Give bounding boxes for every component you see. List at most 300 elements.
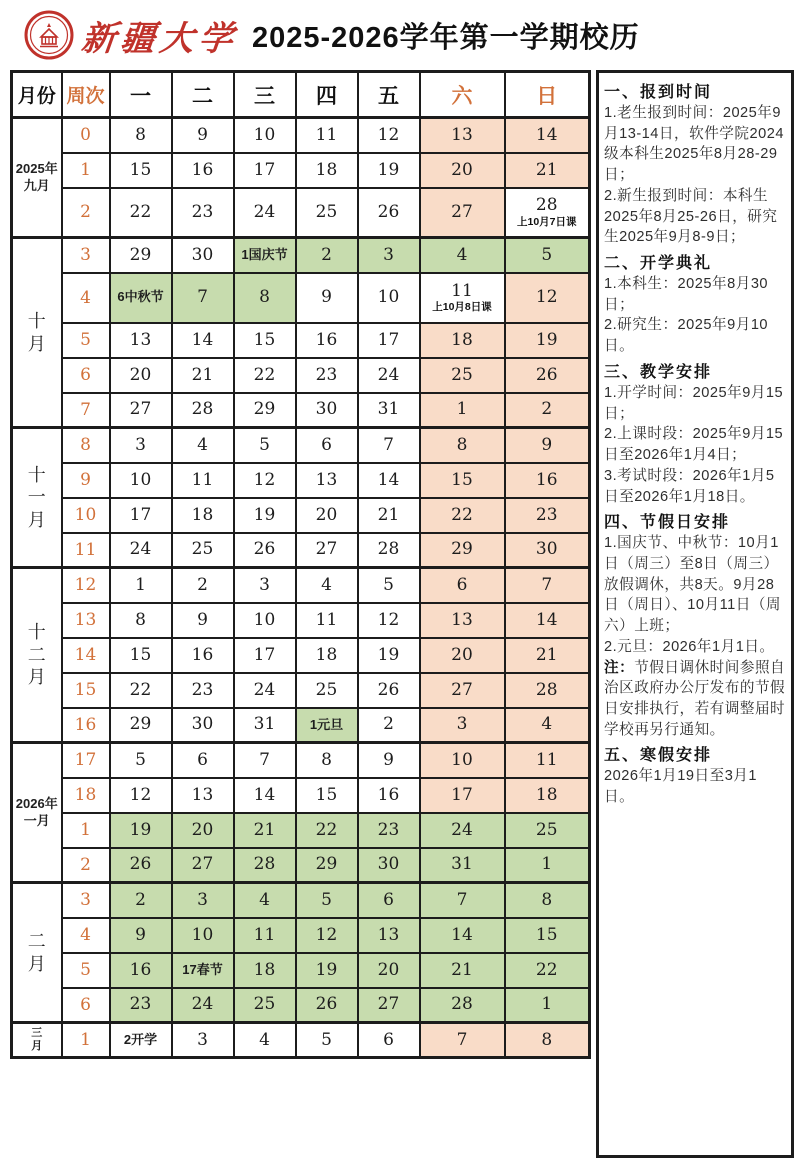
calendar-cell bbox=[296, 1023, 358, 1058]
calendar-cell bbox=[296, 463, 358, 498]
calendar-cell bbox=[358, 568, 420, 603]
date-number: 2 bbox=[541, 399, 553, 420]
week-number-cell: 15 bbox=[62, 673, 110, 708]
university-seal-icon bbox=[24, 10, 74, 60]
calendar-cell bbox=[505, 778, 590, 813]
calendar-cell bbox=[234, 188, 296, 238]
calendar-cell bbox=[505, 463, 590, 498]
calendar-cell bbox=[420, 358, 505, 393]
calendar-cell bbox=[172, 238, 234, 273]
calendar-cell bbox=[234, 238, 296, 273]
day-header: 日 bbox=[505, 72, 590, 118]
date-number: 13 bbox=[129, 329, 152, 350]
week-column-header: 周次 bbox=[62, 72, 110, 118]
date-number: 30 bbox=[191, 244, 214, 265]
week-number-cell: 6 bbox=[62, 358, 110, 393]
date-number: 4 bbox=[456, 244, 468, 265]
calendar-cell bbox=[234, 918, 296, 953]
week-number-cell: 1 bbox=[62, 813, 110, 848]
calendar-cell bbox=[358, 603, 420, 638]
note-heading: 二、开学典礼 bbox=[604, 255, 713, 273]
calendar-cell bbox=[234, 1023, 296, 1058]
note-heading: 五、寒假安排 bbox=[604, 747, 713, 765]
calendar-cell bbox=[296, 778, 358, 813]
calendar-cell bbox=[172, 848, 234, 883]
date-number: 6 bbox=[456, 574, 468, 595]
calendar-cell bbox=[110, 428, 172, 463]
date-number: 18 bbox=[535, 784, 558, 805]
calendar-cell bbox=[110, 273, 172, 323]
date-number: 22 bbox=[129, 679, 152, 700]
date-number: 20 bbox=[315, 504, 338, 525]
day-header: 六 bbox=[420, 72, 505, 118]
day-header: 三 bbox=[234, 72, 296, 118]
calendar-cell bbox=[296, 568, 358, 603]
calendar-cell bbox=[172, 778, 234, 813]
date-number: 4 bbox=[321, 574, 332, 595]
date-number: 4 bbox=[259, 889, 270, 910]
date-number: 5 bbox=[321, 889, 332, 910]
calendar-cell bbox=[110, 463, 172, 498]
calendar-cell bbox=[358, 778, 420, 813]
date-number: 24 bbox=[451, 819, 473, 840]
holiday-label: 6中秋节 bbox=[117, 289, 164, 305]
date-number: 4 bbox=[197, 434, 208, 455]
date-number: 11 bbox=[451, 280, 473, 301]
date-number: 11 bbox=[253, 924, 276, 945]
date-number: 6 bbox=[383, 1029, 394, 1050]
calendar-cell bbox=[420, 918, 505, 953]
calendar-cell bbox=[420, 953, 505, 988]
date-number: 16 bbox=[191, 159, 214, 180]
date-number: 29 bbox=[451, 539, 473, 560]
calendar-cell bbox=[505, 813, 590, 848]
date-number: 27 bbox=[451, 201, 473, 222]
date-number: 21 bbox=[535, 644, 558, 665]
calendar-cell bbox=[505, 323, 590, 358]
calendar-cell bbox=[358, 188, 420, 238]
calendar-cell bbox=[172, 813, 234, 848]
date-number: 26 bbox=[315, 994, 338, 1015]
week-number-cell: 0 bbox=[62, 118, 110, 153]
week-number-cell: 4 bbox=[62, 273, 110, 323]
note-heading: 三、教学安排 bbox=[604, 363, 713, 381]
calendar-cell bbox=[505, 118, 590, 153]
date-number: 13 bbox=[315, 469, 338, 490]
calendar-cell bbox=[358, 988, 420, 1023]
week-number-cell: 1 bbox=[62, 1023, 110, 1058]
calendar-cell bbox=[420, 118, 505, 153]
date-number: 19 bbox=[253, 504, 276, 525]
calendar-cell bbox=[234, 603, 296, 638]
date-number: 17 bbox=[253, 644, 276, 665]
calendar-cell bbox=[358, 673, 420, 708]
page-header bbox=[0, 0, 800, 70]
calendar-cell bbox=[234, 813, 296, 848]
date-number: 11 bbox=[315, 124, 338, 145]
date-number: 23 bbox=[377, 819, 400, 840]
date-number: 22 bbox=[129, 201, 152, 222]
date-number: 30 bbox=[535, 539, 558, 560]
date-number: 12 bbox=[377, 124, 400, 145]
calendar-cell bbox=[296, 188, 358, 238]
date-number: 9 bbox=[541, 434, 553, 455]
date-number: 9 bbox=[197, 609, 208, 630]
date-number: 26 bbox=[129, 854, 152, 875]
calendar-cell bbox=[234, 323, 296, 358]
calendar-cell bbox=[296, 533, 358, 568]
calendar-cell bbox=[110, 568, 172, 603]
holiday-label: 17春节 bbox=[182, 961, 223, 977]
date-number: 10 bbox=[451, 749, 473, 770]
date-number: 21 bbox=[253, 819, 276, 840]
date-number: 14 bbox=[451, 924, 473, 945]
calendar-cell bbox=[296, 393, 358, 428]
calendar-cell bbox=[296, 358, 358, 393]
date-number: 14 bbox=[253, 784, 276, 805]
calendar-cell bbox=[234, 358, 296, 393]
date-number: 10 bbox=[129, 469, 152, 490]
date-number: 7 bbox=[456, 1029, 468, 1050]
calendar-cell bbox=[358, 428, 420, 463]
calendar-cell bbox=[234, 463, 296, 498]
note-line: 1.国庆节、中秋节：10月1日（周三）至8日（周三）放假调休，共8天。9月28日（周日）、10月11日（周六）上班； bbox=[604, 535, 782, 635]
calendar-cell bbox=[110, 498, 172, 533]
note-line: 注：节假日调休时间参照自治区政府办公厅发布的节假日安排执行，若有调整届时学校再另行通知。 bbox=[604, 659, 786, 738]
makeup-class-note: 上10月7日课 bbox=[516, 216, 577, 229]
week-number-cell: 1 bbox=[62, 153, 110, 188]
date-number: 12 bbox=[129, 784, 152, 805]
week-number-cell: 18 bbox=[62, 778, 110, 813]
date-number: 9 bbox=[197, 124, 208, 145]
calendar-cell bbox=[296, 273, 358, 323]
date-number: 20 bbox=[129, 364, 152, 385]
calendar-cell bbox=[296, 673, 358, 708]
date-number: 27 bbox=[191, 854, 214, 875]
date-number: 28 bbox=[191, 399, 214, 420]
date-number: 15 bbox=[253, 329, 276, 350]
calendar-cell bbox=[296, 603, 358, 638]
date-number: 15 bbox=[451, 469, 473, 490]
date-number: 26 bbox=[253, 539, 276, 560]
date-number: 8 bbox=[321, 749, 332, 770]
date-number: 10 bbox=[377, 287, 400, 308]
date-number: 3 bbox=[197, 1029, 208, 1050]
date-number: 10 bbox=[191, 924, 214, 945]
date-number: 13 bbox=[377, 924, 400, 945]
date-number: 16 bbox=[535, 469, 558, 490]
date-number: 23 bbox=[315, 364, 338, 385]
calendar-cell bbox=[172, 953, 234, 988]
date-number: 2 bbox=[197, 574, 208, 595]
date-number: 8 bbox=[456, 434, 468, 455]
date-number: 11 bbox=[315, 609, 338, 630]
month-label-cell: 十 二 月 bbox=[12, 568, 62, 743]
calendar-cell bbox=[505, 358, 590, 393]
day-header: 一 bbox=[110, 72, 172, 118]
calendar-cell bbox=[358, 848, 420, 883]
calendar-cell bbox=[296, 428, 358, 463]
calendar-cell bbox=[110, 988, 172, 1023]
calendar-cell bbox=[110, 638, 172, 673]
calendar-cell bbox=[420, 1023, 505, 1058]
date-number: 16 bbox=[191, 644, 214, 665]
calendar-cell bbox=[110, 358, 172, 393]
calendar-cell bbox=[296, 238, 358, 273]
calendar-cell bbox=[296, 743, 358, 778]
calendar-cell bbox=[420, 743, 505, 778]
note-line: 2.新生报到时间：本科生2025年8月25-26日，研究生2025年9月8-9日； bbox=[604, 187, 778, 246]
date-number: 17 bbox=[451, 784, 473, 805]
calendar-cell bbox=[296, 118, 358, 153]
holiday-label: 1元旦 bbox=[309, 716, 344, 732]
date-number: 8 bbox=[135, 609, 146, 630]
calendar-cell bbox=[505, 533, 590, 568]
calendar-cell bbox=[172, 463, 234, 498]
date-number: 18 bbox=[315, 159, 338, 180]
calendar-cell bbox=[234, 393, 296, 428]
date-number: 16 bbox=[129, 959, 152, 980]
calendar-cell bbox=[172, 273, 234, 323]
date-number: 18 bbox=[253, 959, 276, 980]
calendar-cell bbox=[110, 238, 172, 273]
date-number: 3 bbox=[259, 574, 270, 595]
date-number: 25 bbox=[191, 539, 214, 560]
date-number: 20 bbox=[191, 819, 214, 840]
date-number: 14 bbox=[535, 609, 558, 630]
date-number: 5 bbox=[259, 434, 270, 455]
date-number: 14 bbox=[535, 124, 558, 145]
date-number: 8 bbox=[541, 1029, 553, 1050]
calendar-cell bbox=[172, 918, 234, 953]
date-number: 29 bbox=[129, 714, 152, 735]
holiday-label: 1国庆节 bbox=[241, 247, 288, 263]
calendar-cell bbox=[420, 848, 505, 883]
date-number: 25 bbox=[315, 201, 338, 222]
date-number: 23 bbox=[129, 994, 152, 1015]
calendar-cell bbox=[420, 988, 505, 1023]
calendar-cell bbox=[110, 813, 172, 848]
week-number-cell: 4 bbox=[62, 918, 110, 953]
date-number: 18 bbox=[315, 644, 338, 665]
date-number: 19 bbox=[129, 819, 152, 840]
calendar-cell bbox=[110, 673, 172, 708]
date-number: 11 bbox=[191, 469, 214, 490]
calendar-cell bbox=[234, 953, 296, 988]
date-number: 13 bbox=[451, 609, 473, 630]
date-number: 20 bbox=[451, 159, 473, 180]
date-number: 24 bbox=[377, 364, 400, 385]
calendar-cell bbox=[358, 273, 420, 323]
date-number: 8 bbox=[135, 124, 146, 145]
calendar-cell bbox=[505, 743, 590, 778]
note-line: 1.老生报到时间：2025年9月13-14日，软件学院2024级本科生2025年8月28-29日； bbox=[604, 105, 784, 184]
date-number: 29 bbox=[315, 854, 338, 875]
calendar-cell bbox=[110, 918, 172, 953]
date-number: 1 bbox=[541, 994, 553, 1015]
calendar-cell bbox=[234, 883, 296, 918]
calendar-cell bbox=[358, 358, 420, 393]
date-number: 3 bbox=[383, 244, 394, 265]
week-number-cell: 3 bbox=[62, 883, 110, 918]
date-number: 28 bbox=[253, 854, 276, 875]
date-number: 5 bbox=[321, 1029, 332, 1050]
date-number: 2 bbox=[135, 889, 146, 910]
calendar-cell bbox=[172, 153, 234, 188]
date-number: 8 bbox=[541, 889, 553, 910]
date-number: 17 bbox=[377, 329, 400, 350]
holiday-label: 2开学 bbox=[123, 1031, 158, 1047]
makeup-class-note: 上10月8日课 bbox=[432, 301, 492, 314]
calendar-cell bbox=[420, 273, 505, 323]
date-number: 24 bbox=[191, 994, 214, 1015]
calendar-cell bbox=[505, 1023, 590, 1058]
calendar-cell bbox=[420, 238, 505, 273]
date-number: 30 bbox=[315, 399, 338, 420]
date-number: 12 bbox=[315, 924, 338, 945]
calendar-cell bbox=[172, 323, 234, 358]
calendar-cell bbox=[234, 708, 296, 743]
calendar-cell bbox=[358, 813, 420, 848]
calendar-cell bbox=[110, 533, 172, 568]
date-number: 13 bbox=[191, 784, 214, 805]
date-number: 9 bbox=[135, 924, 146, 945]
week-number-cell: 11 bbox=[62, 533, 110, 568]
calendar-cell bbox=[234, 778, 296, 813]
date-number: 23 bbox=[191, 679, 214, 700]
calendar-cell bbox=[358, 463, 420, 498]
date-number: 7 bbox=[541, 574, 553, 595]
date-number: 26 bbox=[377, 679, 400, 700]
calendar-cell bbox=[172, 498, 234, 533]
date-number: 29 bbox=[129, 244, 152, 265]
calendar-cell bbox=[505, 238, 590, 273]
calendar-cell bbox=[172, 533, 234, 568]
calendar-cell bbox=[296, 918, 358, 953]
date-number: 15 bbox=[535, 924, 558, 945]
date-number: 9 bbox=[383, 749, 394, 770]
calendar-cell bbox=[172, 428, 234, 463]
date-number: 5 bbox=[135, 749, 146, 770]
calendar-table-body bbox=[12, 118, 590, 1058]
week-number-cell: 17 bbox=[62, 743, 110, 778]
calendar-cell bbox=[110, 1023, 172, 1058]
day-header: 二 bbox=[172, 72, 234, 118]
calendar-cell bbox=[110, 393, 172, 428]
calendar-cell bbox=[420, 188, 505, 238]
date-number: 19 bbox=[315, 959, 338, 980]
calendar-cell bbox=[505, 953, 590, 988]
date-number: 7 bbox=[383, 434, 394, 455]
calendar-cell bbox=[420, 778, 505, 813]
calendar-cell bbox=[420, 323, 505, 358]
calendar-cell bbox=[505, 883, 590, 918]
calendar-cell bbox=[172, 568, 234, 603]
calendar-cell bbox=[358, 533, 420, 568]
calendar-cell bbox=[110, 603, 172, 638]
calendar-cell bbox=[358, 153, 420, 188]
calendar-cell bbox=[234, 988, 296, 1023]
day-header: 四 bbox=[296, 72, 358, 118]
date-number: 27 bbox=[129, 399, 152, 420]
date-number: 2 bbox=[321, 244, 332, 265]
calendar-cell bbox=[172, 118, 234, 153]
calendar-cell bbox=[234, 743, 296, 778]
calendar-cell bbox=[358, 918, 420, 953]
date-number: 25 bbox=[451, 364, 473, 385]
date-number: 1 bbox=[135, 574, 146, 595]
calendar-cell bbox=[110, 708, 172, 743]
calendar-cell bbox=[172, 393, 234, 428]
calendar-cell bbox=[172, 708, 234, 743]
calendar-cell bbox=[296, 498, 358, 533]
calendar-cell bbox=[296, 638, 358, 673]
calendar-cell bbox=[172, 603, 234, 638]
note-heading: 一、报到时间 bbox=[604, 84, 713, 101]
calendar-cell bbox=[296, 988, 358, 1023]
calendar-cell bbox=[110, 848, 172, 883]
calendar-cell bbox=[505, 708, 590, 743]
date-number: 24 bbox=[253, 201, 276, 222]
month-label-cell: 三 月 bbox=[12, 1023, 62, 1058]
calendar-cell bbox=[172, 743, 234, 778]
week-number-cell: 2 bbox=[62, 188, 110, 238]
note-line: 2.研究生：2025年9月10日。 bbox=[604, 317, 769, 355]
date-number: 7 bbox=[197, 287, 208, 308]
note-heading: 四、节假日安排 bbox=[604, 514, 731, 532]
calendar-cell bbox=[110, 953, 172, 988]
calendar-cell bbox=[234, 273, 296, 323]
calendar-cell bbox=[296, 848, 358, 883]
calendar-cell bbox=[172, 673, 234, 708]
date-number: 22 bbox=[535, 959, 558, 980]
calendar-cell bbox=[234, 848, 296, 883]
date-number: 23 bbox=[191, 201, 214, 222]
date-number: 15 bbox=[129, 159, 152, 180]
week-number-cell: 2 bbox=[62, 848, 110, 883]
month-label-cell: 十 一 月 bbox=[12, 428, 62, 568]
calendar-cell bbox=[234, 118, 296, 153]
date-number: 5 bbox=[541, 244, 553, 265]
calendar-cell bbox=[420, 813, 505, 848]
calendar-cell bbox=[420, 883, 505, 918]
calendar-cell bbox=[234, 638, 296, 673]
calendar-cell bbox=[420, 533, 505, 568]
date-number: 28 bbox=[377, 539, 400, 560]
calendar-cell bbox=[172, 188, 234, 238]
date-number: 6 bbox=[321, 434, 332, 455]
calendar-table-head bbox=[12, 72, 590, 118]
calendar-cell bbox=[505, 273, 590, 323]
date-number: 1 bbox=[541, 854, 553, 875]
date-number: 9 bbox=[321, 287, 332, 308]
calendar-cell bbox=[505, 918, 590, 953]
calendar-cell bbox=[358, 708, 420, 743]
date-number: 16 bbox=[377, 784, 400, 805]
calendar-table bbox=[10, 70, 591, 1059]
date-number: 26 bbox=[535, 364, 558, 385]
week-number-cell: 12 bbox=[62, 568, 110, 603]
date-number: 19 bbox=[377, 644, 400, 665]
calendar-cell bbox=[110, 743, 172, 778]
date-number: 14 bbox=[191, 329, 214, 350]
calendar-cell bbox=[505, 673, 590, 708]
calendar-cell bbox=[505, 988, 590, 1023]
calendar-cell bbox=[420, 153, 505, 188]
date-number: 21 bbox=[451, 959, 473, 980]
calendar-cell bbox=[296, 813, 358, 848]
note-line: 1.本科生：2025年8月30日； bbox=[604, 276, 769, 313]
